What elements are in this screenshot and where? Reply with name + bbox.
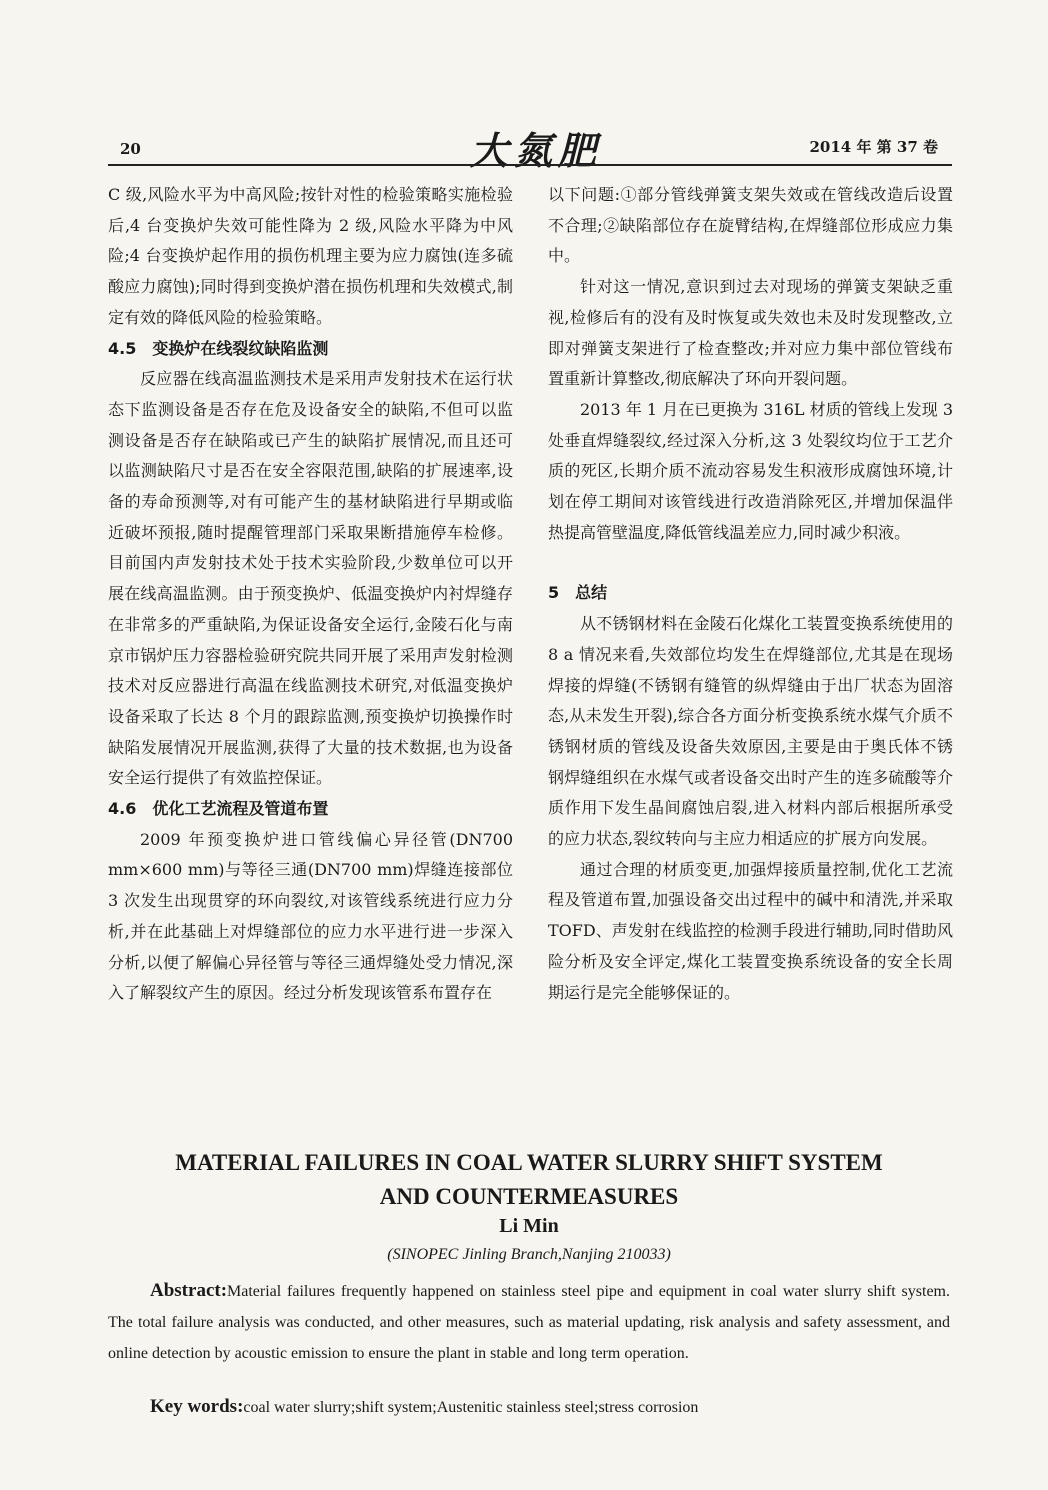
paragraph: 针对这一情况,意识到过去对现场的弹簧支架缺乏重视,检修后有的没有及时恢复或失效也未及时发现整改,立即对弹簧支架进行了检查整改;并对应力集中部位管线布置重新计算整改,彻底解决了环向开裂问题。 xyxy=(548,277,953,389)
paragraph: 反应器在线高温监测技术是采用声发射技术在运行状态下监测设备是否存在危及设备安全的缺陷,不但可以监测设备是否存在缺陷或已产生的缺陷扩展情况,而且还可以监测缺陷尺寸是否在安全容限范围,缺陷的扩展速率,设备的寿命预测等,对有可能产生的基材缺陷进行早期或临近破坏预报,随时提醒管理部门采取果断措施停车检修。目前国内声发射技术处于技术实验阶段,少数单位可以开展在线高温监测。由于预变换炉、低温变换炉内衬焊缝存在非常多的严重缺陷,为保证设备安全运行,金陵石化与南京市锅炉压力容器检验研究院共同开展了采用声发射检测技术对反应器进行高温在线监测技术研究,对低温变换炉设备采取了长达 8 个月的跟踪监测,预变换炉切换操作时缺陷发展情况开展监测,获得了大量的技术数据,也为设备安全运行提供了有效监控保证。 xyxy=(108,369,513,788)
page-number: 20 xyxy=(120,140,141,158)
abstract-label: Abstract: xyxy=(150,1280,228,1301)
right-column xyxy=(548,180,953,1008)
paragraph: C 级,风险水平为中高风险;按针对性的检验策略实施检验后,4 台变换炉失效可能性降为 2 级,风险水平降为中风险;4 台变换炉起作用的损伤机理主要为应力腐蚀(连多硫酸应力腐蚀);同时得到变换炉潜在损伤机理和失效模式,制定有效的降低风险的检验策略。 xyxy=(108,185,513,327)
paragraph: 2009 年预变换炉进口管线偏心异径管(DN700 mm×600 mm)与等径三通(DN700 mm)焊缝连接部位 3 次发生出现贯穿的环向裂纹,对该管线系统进行应力分析,并在此基础上对焊缝部位的应力水平进行进一步深入分析,以便了解偏心异径管与等径三通焊缝处受力情况,深入了解裂纹产生的原因。经过分析发现该管系布置存在 xyxy=(108,829,513,1003)
abstract-text: Material failures frequently happened on stainless steel pipe and equipment in coal water slurry shift system. The total failure analysis was conducted, and other measures, such as material updating, risk analysis and safety assessment, and online detection by acoustic emission to ensure the plant in stable and long term operation. xyxy=(108,1283,950,1362)
english-affiliation: (SINOPEC Jinling Branch,Nanjing 210033) xyxy=(387,1246,671,1263)
section-heading-4-5: 4.5 变换炉在线裂纹缺陷监测 xyxy=(108,338,329,358)
paragraph: 2013 年 1 月在已更换为 316L 材质的管线上发现 3 处垂直焊缝裂纹,经过深入分析,这 3 处裂纹均位于工艺介质的死区,长期介质不流动容易发生积液形成腐蚀环境,计划在停工期间对该管线进行改造消除死区,并增加保温伴热提高管壁温度,降低管线温差应力,同时减少积液。 xyxy=(548,399,953,542)
english-author: Li Min xyxy=(499,1215,559,1237)
keywords-label: Key words: xyxy=(150,1396,244,1417)
english-title: MATERIAL FAILURES IN COAL WATER SLURRY SHIFT SYSTEM AND COUNTERMEASURES xyxy=(175,1150,883,1209)
keywords-text: coal water slurry;shift system;Austenitic stainless steel;stress corrosion xyxy=(243,1399,699,1416)
section-heading-5: 5 总结 xyxy=(548,583,608,603)
year-volume: 2014 年 第 37 卷 xyxy=(809,138,938,156)
paragraph: 以下问题:①部分管线弹簧支架失效或在管线改造后设置不合理;②缺陷部位存在旋臂结构,在焊缝部位形成应力集中。 xyxy=(548,185,953,266)
left-column xyxy=(108,180,513,1009)
english-keywords xyxy=(150,1396,698,1418)
section-heading-4-6: 4.6 优化工艺流程及管道布置 xyxy=(108,799,329,819)
paragraph: 通过合理的材质变更,加强焊接质量控制,优化工艺流程及管道布置,加强设备交出过程中的碱中和清洗,并采取 TOFD、声发射在线监控的检测手段进行辅助,同时借助风险分析及安全评定,煤化工装置变换系统设备的安全长周期运行是完全能够保证的。 xyxy=(548,859,953,1002)
header-rule xyxy=(108,164,952,166)
journal-logo: 大氮肥 xyxy=(470,128,603,173)
paragraph: 从不锈钢材料在金陵石化煤化工装置变换系统使用的 8 a 情况来看,失效部位均发生在焊缝部位,尤其是在现场焊接的焊缝(不锈钢有缝管的纵焊缝由于出厂状态为固溶态,从未发生开裂),综合各方面分析变换系统水煤气介质不锈钢材质的管线及设备失效原因,主要是由于奥氏体不锈钢焊缝组织在水煤气或者设备交出时产生的连多硫酸等介质作用下发生晶间腐蚀启裂,进入材料内部后根据所承受的应力状态,裂纹转向与主应力相适应的扩展方向发展。 xyxy=(548,614,953,849)
english-abstract xyxy=(108,1275,950,1369)
